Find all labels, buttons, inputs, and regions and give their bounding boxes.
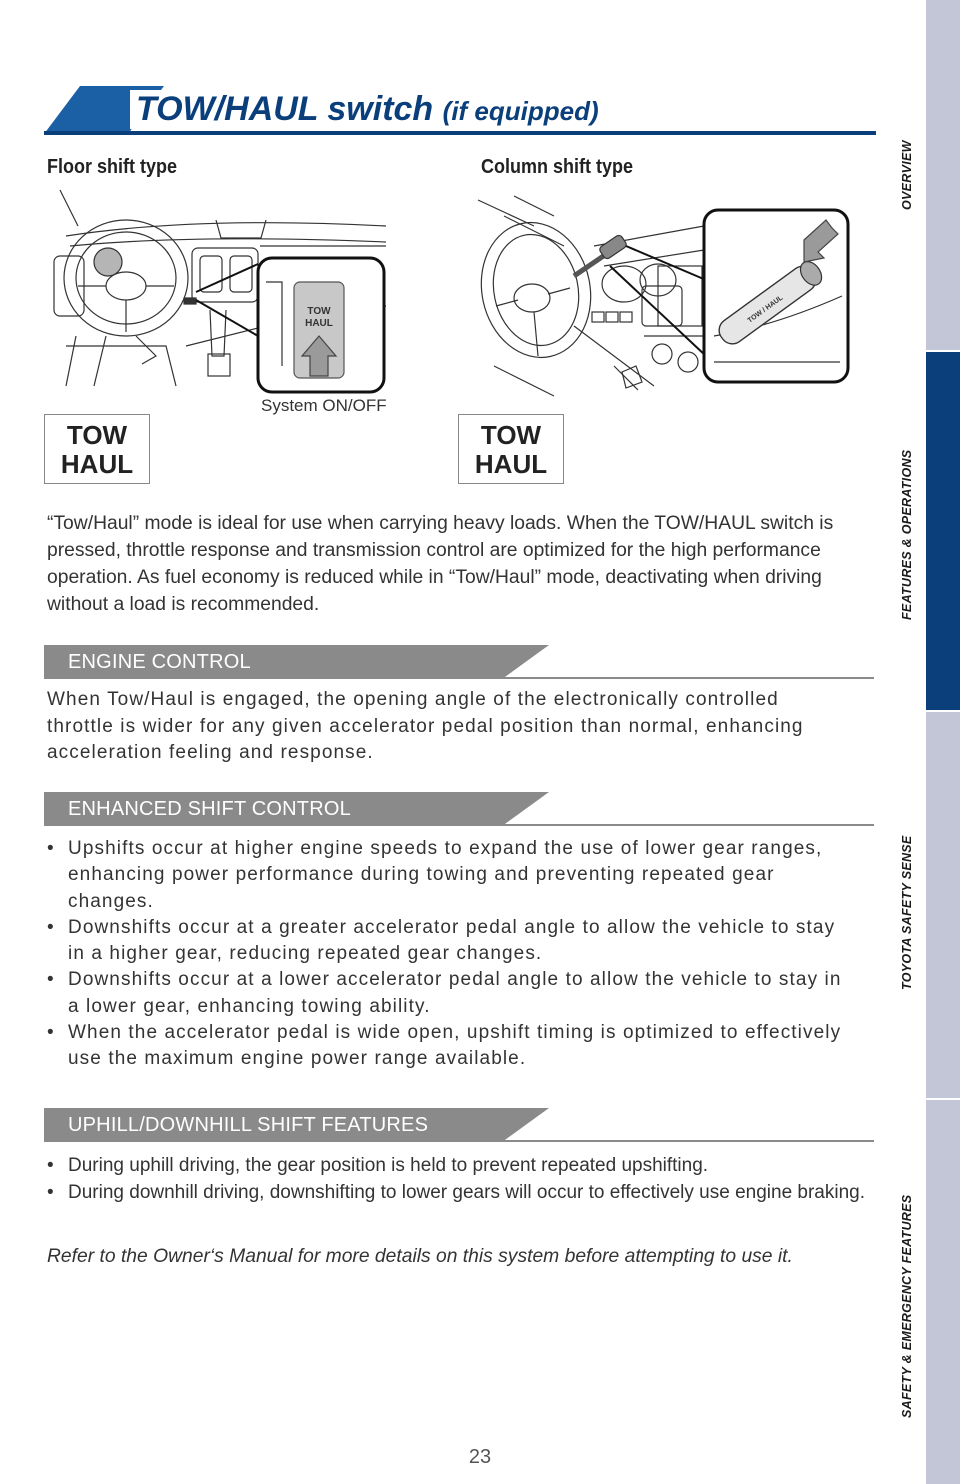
- column-shift-label: Column shift type: [481, 156, 634, 178]
- side-divider: [926, 710, 960, 712]
- side-nav-item-safety-emergency[interactable]: SAFETY & EMERGENCY FEATURES: [900, 1194, 914, 1418]
- badge-text-haul: HAUL: [474, 449, 548, 479]
- side-nav-item-features-operations[interactable]: FEATURES & OPERATIONS: [900, 449, 914, 620]
- column-shift-illustration: [474, 186, 854, 408]
- page-title-main: TOW/HAUL switch: [136, 90, 434, 128]
- page-title-banner: [44, 86, 876, 136]
- page-title-sub: (if equipped): [442, 96, 599, 126]
- system-on-off-label: System ON/OFF: [261, 396, 387, 415]
- list-item: • Downshifts occur at a greater accelerator pedal angle to allow the vehicle to stay in a higher gear, reducing repeated gear changes.: [47, 915, 847, 968]
- section-heading-engine-control: [44, 645, 874, 681]
- section-title: UPHILL/DOWNHILL SHIFT FEATURES: [68, 1114, 429, 1136]
- title-rule: [44, 131, 876, 135]
- list-item: • Upshifts occur at higher engine speeds to expand the use of lower gear ranges, enhancing power performance during towing and preventing repeated gear changes.: [47, 836, 847, 915]
- side-nav-item-overview[interactable]: OVERVIEW: [900, 140, 914, 210]
- tow-haul-indicator-column: [458, 414, 564, 484]
- section-rule: [44, 824, 874, 826]
- switch-text-haul: HAUL: [305, 318, 333, 329]
- list-item: • Downshifts occur at a lower accelerator pedal angle to allow the vehicle to stay in a lower gear, enhancing towing ability.: [47, 967, 847, 1020]
- section-title: ENHANCED SHIFT CONTROL: [68, 798, 351, 820]
- page-title: [130, 90, 605, 129]
- lever-tow-haul-text: TOW / HAUL: [746, 294, 785, 325]
- list-item: • During downhill driving, downshifting to lower gears will occur to effectively use engine braking.: [47, 1179, 867, 1206]
- badge-text-tow: TOW: [480, 420, 542, 450]
- tow-haul-indicator-floor: [44, 414, 150, 484]
- uphill-downhill-list: [47, 1152, 867, 1206]
- side-divider: [926, 1098, 960, 1100]
- section-rule: [44, 1140, 874, 1142]
- list-item: • During uphill driving, the gear position is held to prevent repeated upshifting.: [47, 1152, 867, 1179]
- page-number: 23: [468, 1446, 492, 1468]
- side-tab-features-operations-bg: [926, 350, 960, 710]
- floor-shift-illustration: [46, 186, 390, 396]
- section-side-nav: [926, 0, 960, 1484]
- side-divider: [926, 350, 960, 352]
- engine-control-body: When Tow/Haul is engaged, the opening angle of the electronically controlled throttle is wider for any given accelerator pedal position than normal, enhancing acceleration feeling and response.: [47, 689, 804, 763]
- badge-text-tow: TOW: [66, 420, 128, 450]
- enhanced-shift-list: [47, 836, 847, 1073]
- section-heading-uphill-downhill: [44, 1108, 874, 1144]
- switch-text-tow: TOW: [307, 306, 331, 317]
- badge-text-haul: HAUL: [60, 449, 134, 479]
- list-item: • When the accelerator pedal is wide open, upshift timing is optimized to effectively use the maximum engine power range available.: [47, 1020, 847, 1073]
- intro-paragraph: “Tow/Haul” mode is ideal for use when carrying heavy loads. When the TOW/HAUL switch is pressed, throttle response and transmission control are optimized for the high performance operation. As fuel economy is reduced while in “Tow/Haul” mode, deactivating when driving without a load is recommended.: [47, 513, 834, 615]
- section-rule: [44, 677, 874, 679]
- section-title: ENGINE CONTROL: [68, 651, 251, 673]
- side-nav-item-toyota-safety-sense[interactable]: TOYOTA SAFETY SENSE: [900, 835, 914, 990]
- floor-shift-label: Floor shift type: [47, 156, 178, 178]
- owners-manual-note: Refer to the Owner‘s Manual for more details on this system before attempting to use it.: [47, 1246, 793, 1267]
- section-heading-enhanced-shift-control: [44, 792, 874, 828]
